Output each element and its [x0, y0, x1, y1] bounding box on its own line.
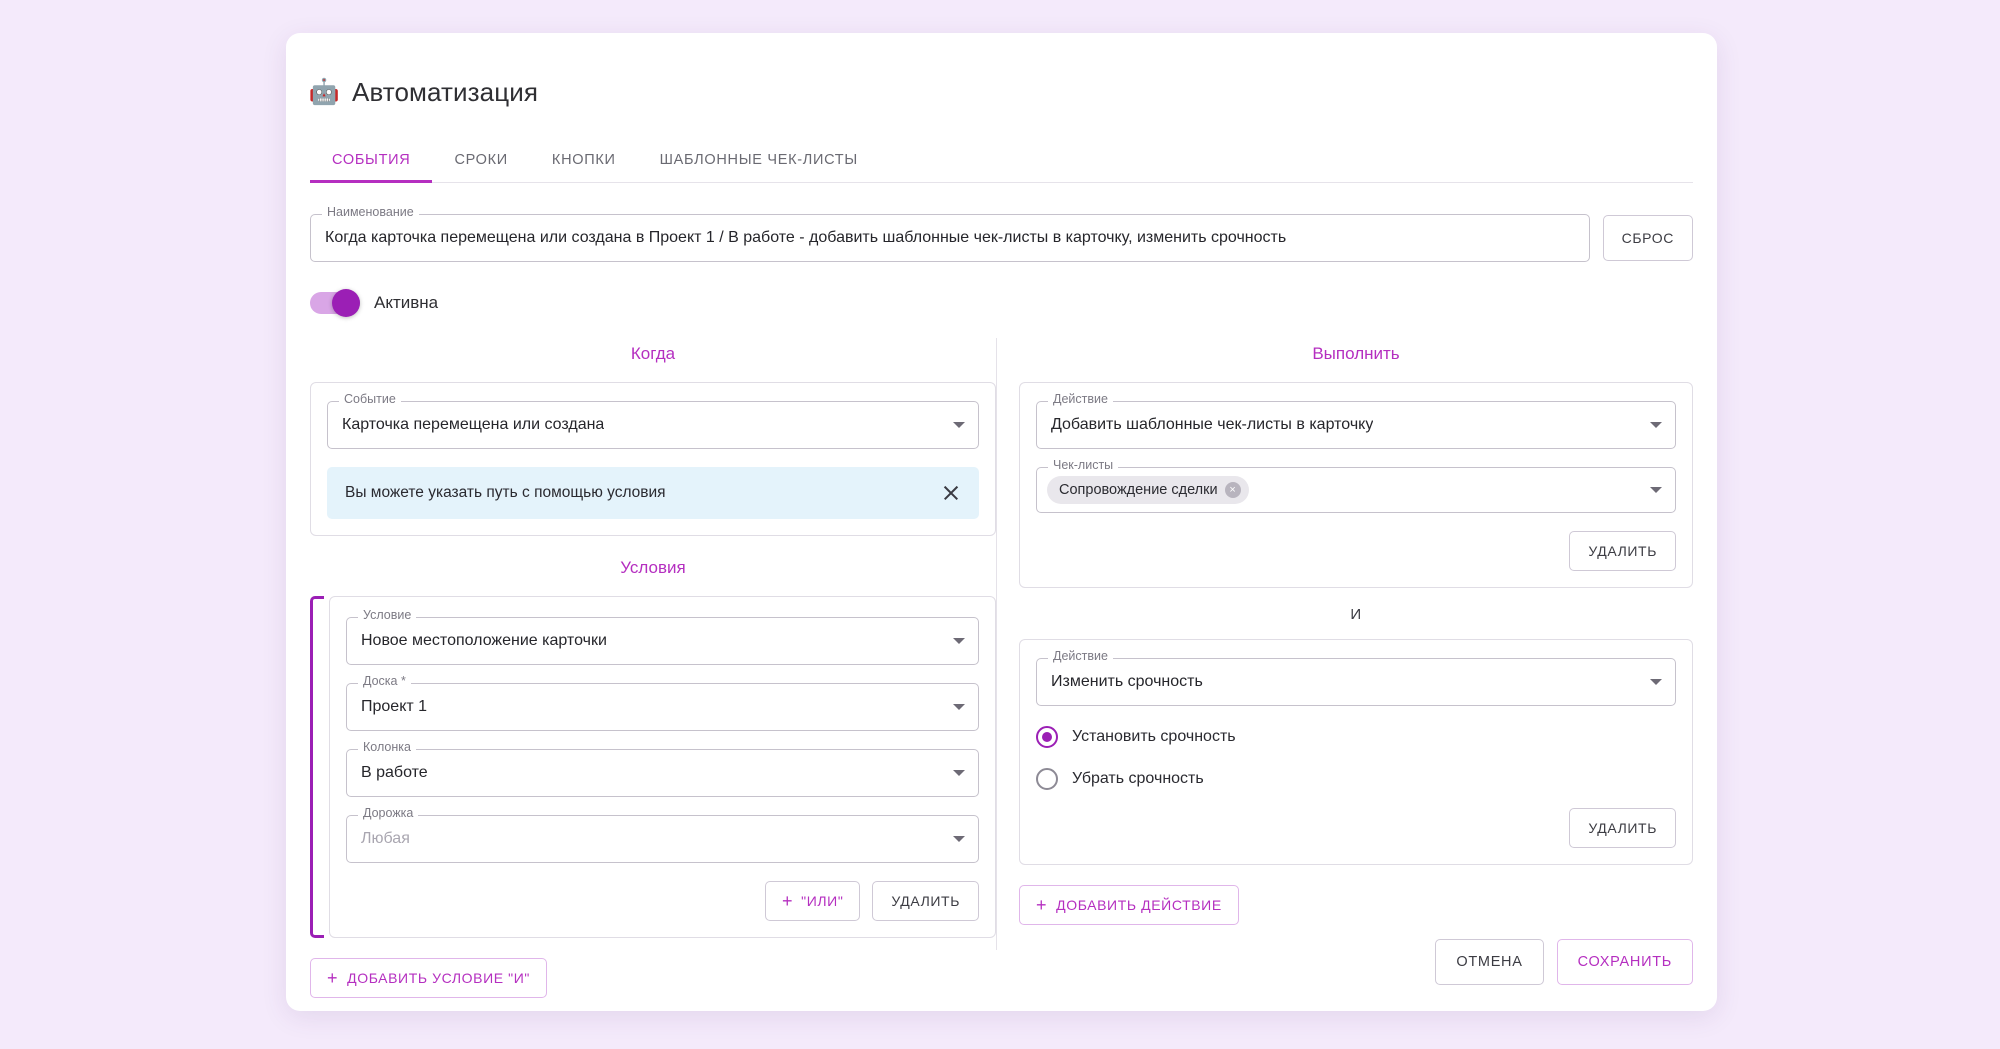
delete-condition-button[interactable]: УДАЛИТЬ [872, 881, 979, 921]
radio-set-urgency[interactable] [1036, 726, 1676, 748]
tab-buttons[interactable]: КНОПКИ [551, 152, 616, 168]
action2-legend: Действие [1048, 650, 1113, 663]
automation-dialog [286, 33, 1717, 1011]
active-toggle[interactable] [310, 292, 360, 314]
action2-actions-row [1036, 808, 1676, 848]
action2-value: Изменить срочность [1051, 673, 1203, 690]
action-card-2 [1019, 639, 1693, 865]
when-section-title: Когда [630, 344, 676, 363]
action1-value: Добавить шаблонные чек-листы в карточку [1051, 416, 1374, 433]
chevron-down-icon [1650, 487, 1662, 493]
active-toggle-row [310, 292, 1717, 314]
toggle-knob [332, 289, 360, 317]
automation-name-field[interactable] [310, 205, 1590, 262]
automation-name-legend: Наименование [322, 206, 419, 219]
checklist-chip[interactable] [1047, 476, 1249, 504]
condition-type-legend: Условие [358, 609, 416, 622]
condition-board-select[interactable] [346, 674, 979, 731]
condition-swimlane-select[interactable] [346, 806, 979, 863]
condition-type-select[interactable] [346, 608, 979, 665]
add-condition-and-button[interactable] [310, 958, 547, 998]
radio-remove-urgency[interactable] [1036, 768, 1676, 790]
automation-name-value: Когда карточка перемещена или создана в Проект 1 / В работе - добавить шаблонные чек-листы в карточку, изменить срочность [325, 229, 1287, 246]
add-condition-and-label: ДОБАВИТЬ УСЛОВИЕ "И" [347, 970, 530, 986]
execute-section-title: Выполнить [1312, 344, 1400, 363]
cancel-button[interactable]: ОТМЕНА [1435, 939, 1543, 985]
add-action-button[interactable] [1019, 885, 1239, 925]
condition-column-legend: Колонка [358, 741, 416, 754]
condition-swimlane-legend: Дорожка [358, 807, 418, 820]
condition-board-legend: Доска * [358, 675, 411, 688]
chevron-down-icon [1650, 679, 1662, 685]
plus-icon: + [782, 891, 794, 911]
page-title: Автоматизация [352, 77, 539, 107]
action2-select[interactable] [1036, 649, 1676, 706]
add-or-button[interactable] [765, 881, 860, 921]
dialog-header [286, 33, 1717, 108]
condition-type-value: Новое местоположение карточки [361, 632, 607, 649]
conditions-bracket [310, 596, 324, 938]
tab-deadlines[interactable]: СРОКИ [454, 152, 508, 168]
chevron-down-icon [1650, 422, 1662, 428]
chevron-down-icon [953, 638, 965, 644]
plus-icon: + [1036, 895, 1048, 915]
condition-board-value: Проект 1 [361, 698, 428, 715]
when-column [286, 338, 996, 988]
action1-select[interactable] [1036, 392, 1676, 449]
condition-hint-text: Вы можете указать путь с помощью условия [345, 484, 666, 501]
chevron-down-icon [953, 704, 965, 710]
checklists-field[interactable] [1036, 458, 1676, 513]
action1-legend: Действие [1048, 393, 1113, 406]
close-icon[interactable] [939, 481, 963, 505]
tab-checklist-templates[interactable]: ШАБЛОННЫЕ ЧЕК-ЛИСТЫ [659, 152, 858, 168]
chip-remove-icon[interactable]: × [1225, 482, 1241, 498]
tab-bar [310, 136, 1693, 183]
condition-column-value: В работе [361, 764, 428, 781]
condition-swimlane-value: Любая [361, 830, 410, 847]
plus-icon: + [327, 968, 339, 988]
chevron-down-icon [953, 836, 965, 842]
conditions-section-title: Условия [620, 558, 686, 577]
condition-column-select[interactable] [346, 740, 979, 797]
condition-actions-row [346, 881, 979, 921]
radio-set-urgency-label: Установить срочность [1072, 728, 1236, 745]
tab-events[interactable]: СОБЫТИЯ [310, 152, 432, 182]
when-card [310, 382, 996, 536]
execute-column [997, 338, 1717, 950]
radio-remove-urgency-label: Убрать срочность [1072, 770, 1204, 787]
save-button[interactable]: СОХРАНИТЬ [1557, 939, 1693, 985]
action1-actions-row [1036, 531, 1676, 571]
checklist-chip-label: Сопровождение сделки [1059, 482, 1218, 498]
add-or-label: "ИЛИ" [801, 893, 844, 909]
add-action-label: ДОБАВИТЬ ДЕЙСТВИЕ [1056, 897, 1222, 913]
checklists-legend: Чек-листы [1048, 459, 1118, 472]
dialog-footer [1435, 939, 1693, 985]
conditions-group [310, 596, 996, 938]
condition-card [329, 596, 996, 938]
event-select-value: Карточка перемещена или создана [342, 416, 605, 433]
and-separator-label: И [1350, 606, 1362, 623]
delete-action2-button[interactable]: УДАЛИТЬ [1569, 808, 1676, 848]
name-row [310, 205, 1693, 262]
chevron-down-icon [953, 770, 965, 776]
chevron-down-icon [953, 422, 965, 428]
event-select-legend: Событие [339, 393, 401, 406]
condition-hint-banner [327, 467, 979, 519]
reset-button[interactable]: СБРОС [1603, 215, 1693, 261]
event-select[interactable] [327, 392, 979, 449]
active-toggle-label: Активна [374, 293, 439, 312]
action-card-1 [1019, 382, 1693, 588]
radio-remove-urgency-input[interactable] [1036, 768, 1058, 790]
robot-icon: 🤖 [308, 78, 340, 106]
radio-set-urgency-input[interactable] [1036, 726, 1058, 748]
delete-action1-button[interactable]: УДАЛИТЬ [1569, 531, 1676, 571]
